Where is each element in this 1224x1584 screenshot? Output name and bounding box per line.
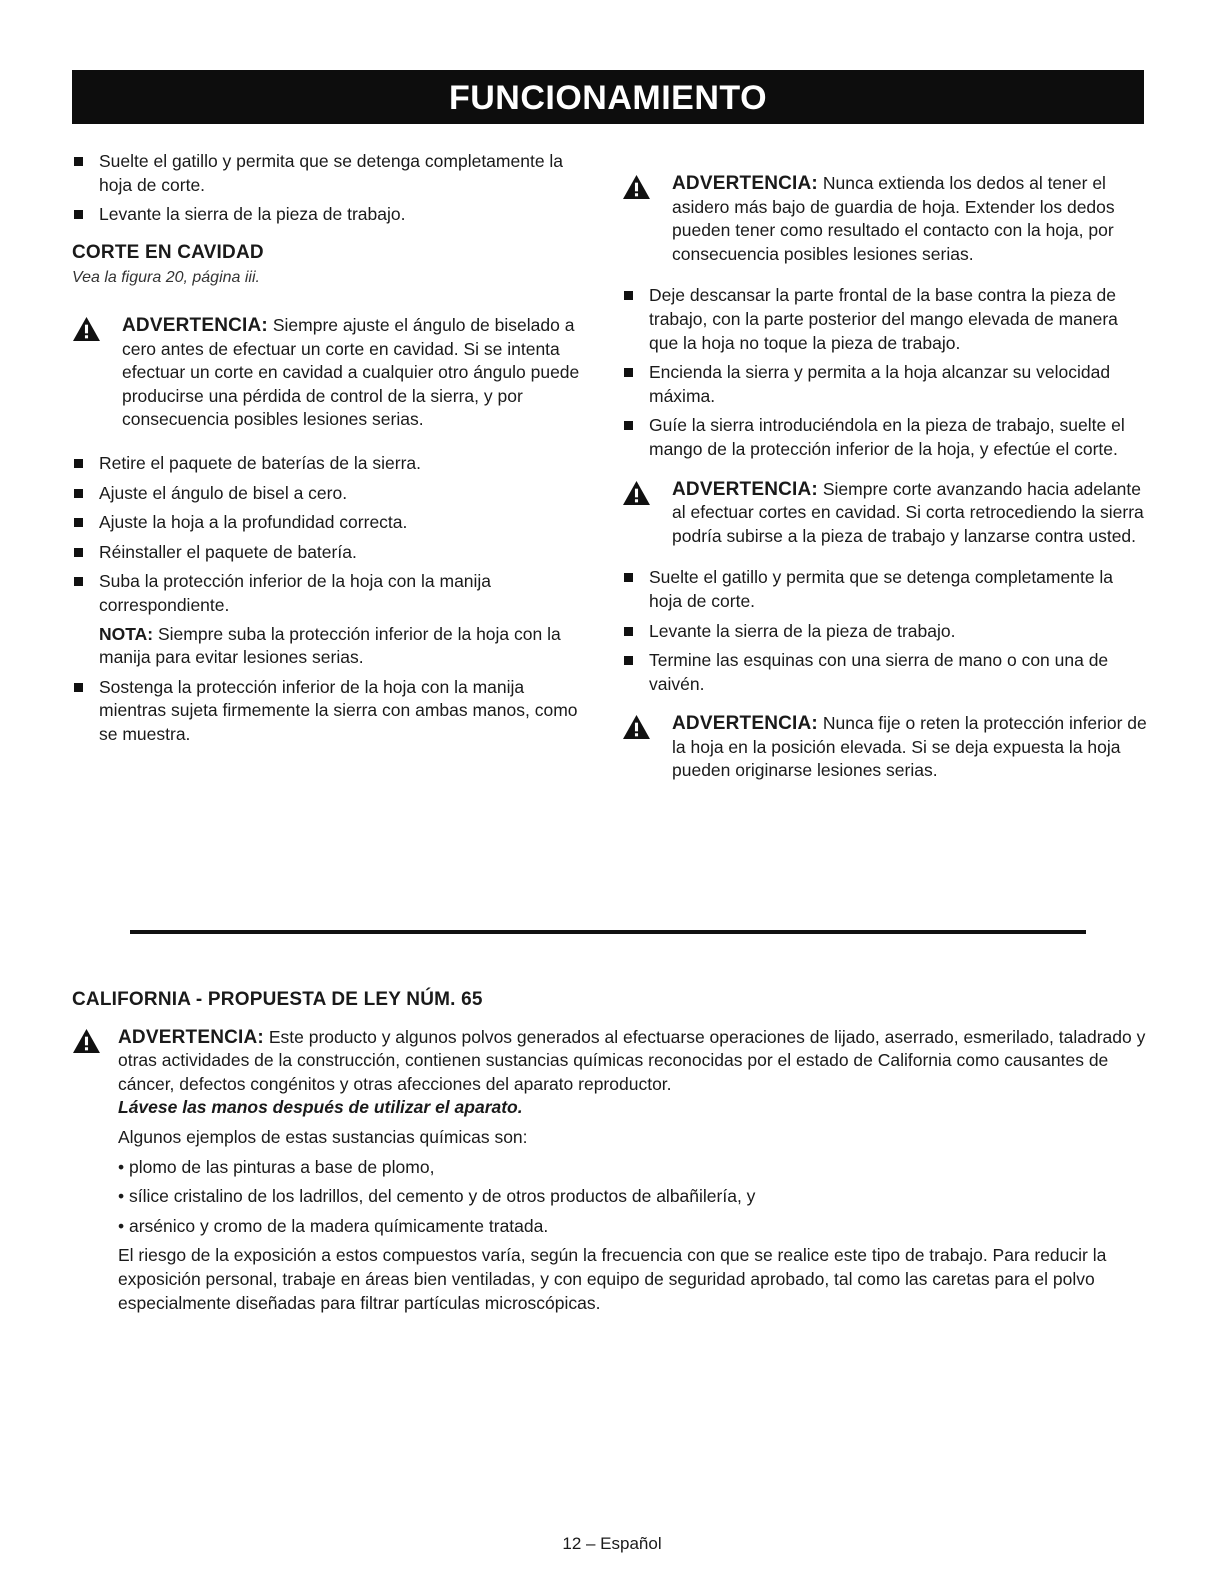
- warning-label: ADVERTENCIA:: [672, 173, 818, 194]
- list-item: • arsénico y cromo de la madera químicamente tratada.: [118, 1215, 549, 1236]
- warning-text: Siempre ajuste el ángulo de biselado a cero antes de efectuar un corte en cavidad. Si se intenta efectuar un corte en cavidad a cualquier otro ángulo puede producirse una pérdida de control de la sierra, y por consecuencia posibles lesiones serias.: [122, 314, 580, 430]
- warning-block: [72, 1026, 1148, 1120]
- warning-text: Nunca extienda los dedos al tener el asidero más bajo de guardia de hoja. Extender los dedos pueden tener como resultado el contacto con la hoja, por consecuencia posibles lesiones serias.: [672, 173, 1115, 264]
- list-item: Ajuste el ángulo de bisel a cero.: [72, 482, 592, 506]
- emphasis-text: Lávese las manos después de utilizar el aparato.: [118, 1097, 523, 1118]
- list-item: Levante la sierra de la pieza de trabajo.: [72, 203, 592, 227]
- warning-icon: [622, 480, 651, 506]
- section-divider: [130, 930, 1086, 934]
- list-item: • plomo de las pinturas a base de plomo,: [118, 1156, 435, 1177]
- warning-block: [622, 478, 1148, 549]
- warning-text: Siempre corte avanzando hacia adelante al efectuar cortes en cavidad. Si corta retrocediendo la sierra podría subirse a la pieza de trabajo y lanzarse contra usted.: [672, 478, 1144, 546]
- closing-paragraph: El riesgo de la exposición a estos compuestos varía, según la frecuencia con que se realice este tipo de trabajo. Para reducir la exposición personal, trabaje en áreas bien ventiladas, y con equipo de seguridad aprobado, tal como las caretas para el polvo especialmente diseñadas para filtrar partículas microscópicas.: [118, 1245, 1107, 1313]
- list-item: Retire el paquete de baterías de la sierra.: [72, 452, 592, 476]
- list-item: Encienda la sierra y permita a la hoja alcanzar su velocidad máxima.: [622, 361, 1148, 408]
- section-banner: FUNCIONAMIENTO: [72, 70, 1144, 124]
- left-column: [72, 150, 592, 752]
- list-item: Réinstaller el paquete de batería.: [72, 541, 592, 565]
- warning-label: ADVERTENCIA:: [118, 1026, 264, 1048]
- note-label: NOTA:: [99, 623, 154, 644]
- list-item: Suelte el gatillo y permita que se detenga completamente la hoja de corte.: [622, 566, 1148, 613]
- section-title: CORTE EN CAVIDAD: [72, 241, 264, 263]
- warning-icon: [72, 316, 101, 342]
- warning-block: [622, 712, 1148, 783]
- warning-block: [622, 172, 1148, 266]
- warning-icon: [622, 174, 651, 200]
- warning-label: ADVERTENCIA:: [122, 314, 268, 336]
- examples-intro: Algunos ejemplos de estas sustancias químicas son:: [118, 1126, 528, 1147]
- list-item: Suelte el gatillo y permita que se detenga completamente la hoja de corte.: [72, 150, 592, 197]
- bullet-list: [622, 284, 1148, 461]
- warning-text: Este producto y algunos polvos generados al efectuarse operaciones de lijado, aserrado, esmerilado, taladrado y otras actividades de la construcción, contienen sustancias químicas reconocidas por el estado de California como causantes de cáncer, defectos congénitos y otras afecciones del aparato reproductor.: [118, 1026, 1146, 1094]
- list-item: Guíe la sierra introduciéndola en la pieza de trabajo, suelte el mango de la protección inferior de la hoja, y efectúe el corte.: [622, 414, 1148, 461]
- page-footer: 12 – Español: [562, 1534, 662, 1553]
- list-item: Termine las esquinas con una sierra de mano o con una de vaivén.: [622, 649, 1148, 696]
- section-title: CALIFORNIA - PROPUESTA DE LEY NÚM. 65: [72, 989, 483, 1010]
- bullet-list: [622, 566, 1148, 696]
- list-item: Deje descansar la parte frontal de la base contra la pieza de trabajo, con la parte posterior del mango elevada de manera que la hoja no toque la pieza de trabajo.: [622, 284, 1148, 355]
- warning-icon: [72, 1028, 101, 1054]
- warning-text: Nunca fije o reten la protección inferior de la hoja en la posición elevada. Si se deja expuesta la hoja pueden originarse lesiones serias.: [672, 713, 1147, 781]
- list-item: Ajuste la hoja a la profundidad correcta.: [72, 511, 592, 535]
- warning-label: ADVERTENCIA:: [672, 713, 818, 735]
- list-item: Levante la sierra de la pieza de trabajo.: [622, 620, 1148, 644]
- note: [72, 623, 592, 670]
- list-item: Suba la protección inferior de la hoja con la manija correspondiente.: [72, 570, 592, 617]
- california-section: [72, 988, 1148, 1315]
- note-text: Siempre suba la protección inferior de la hoja con la manija para evitar lesiones serias.: [99, 623, 561, 668]
- right-column: [622, 172, 1148, 783]
- warning-icon: [622, 714, 651, 740]
- list-item: Sostenga la protección inferior de la hoja con la manija mientras sujeta firmemente la sierra con ambas manos, como se muestra.: [72, 676, 592, 747]
- bullet-list: [72, 676, 592, 747]
- bullet-list: [72, 452, 592, 618]
- bullet-list: [72, 150, 592, 227]
- list-item: • sílice cristalino de los ladrillos, del cemento y de otros productos de albañilería, y: [118, 1186, 756, 1207]
- figure-reference: Vea la figura 20, página iii.: [72, 269, 260, 287]
- warning-label: ADVERTENCIA:: [672, 478, 818, 500]
- warning-block: [72, 314, 592, 432]
